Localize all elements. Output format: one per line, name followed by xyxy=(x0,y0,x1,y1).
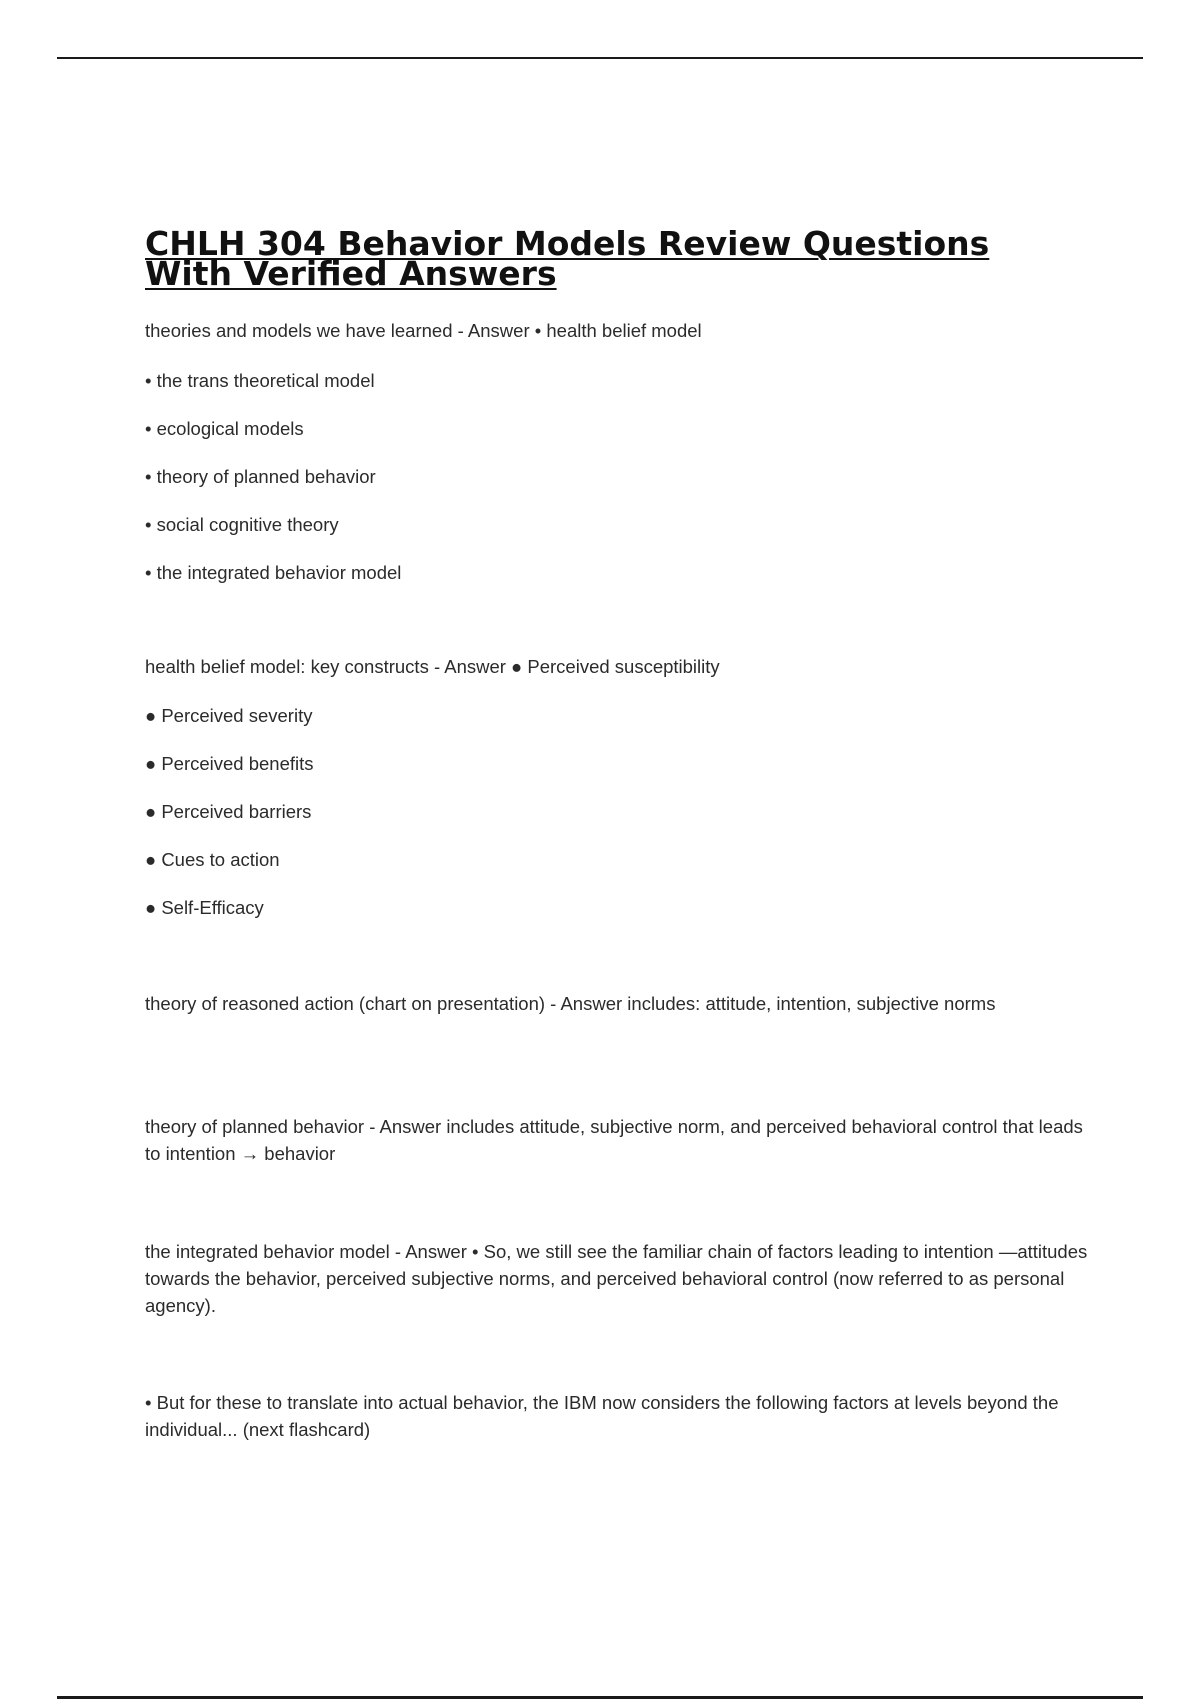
list-item: • the trans theoretical model xyxy=(145,370,375,391)
qa-paragraph: theory of reasoned action (chart on presentation) - Answer includes: attitude, intention, subjective norms xyxy=(145,993,996,1014)
qa-paragraph: the integrated behavior model - Answer • So, we still see the familiar chain of factors leading to intention —attitudes towards the behavior, perceived subjective norms, and perceived behavioral control (now referred to as personal agency). xyxy=(145,1241,1088,1316)
list-item: • social cognitive theory xyxy=(145,514,339,535)
list-item: • theory of planned behavior xyxy=(145,466,376,487)
list-item: • the integrated behavior model xyxy=(145,562,402,583)
list-item: ● Perceived barriers xyxy=(145,801,312,822)
qa-paragraph: • But for these to translate into actual behavior, the IBM now considers the following factors at levels beyond the individual... (next flashcard) xyxy=(145,1392,1059,1440)
header-rule xyxy=(57,57,1143,59)
footer-rule xyxy=(57,1696,1143,1699)
list-item: ● Perceived benefits xyxy=(145,753,314,774)
qa-paragraph: health belief model: key constructs - Answer ● Perceived susceptibility xyxy=(145,656,720,677)
qa-paragraph: theories and models we have learned - Answer • health belief model xyxy=(145,320,702,341)
qa-paragraph: theory of planned behavior - Answer includes attitude, subjective norm, and perceived behavioral control that leads to intention → behavior xyxy=(145,1116,1083,1164)
list-item: ● Cues to action xyxy=(145,849,280,870)
list-item: • ecological models xyxy=(145,418,304,439)
list-item: ● Perceived severity xyxy=(145,705,313,726)
document-title: CHLH 304 Behavior Models Review Questions With Verified Answers xyxy=(145,224,990,293)
list-item: ● Self-Efficacy xyxy=(145,897,264,918)
